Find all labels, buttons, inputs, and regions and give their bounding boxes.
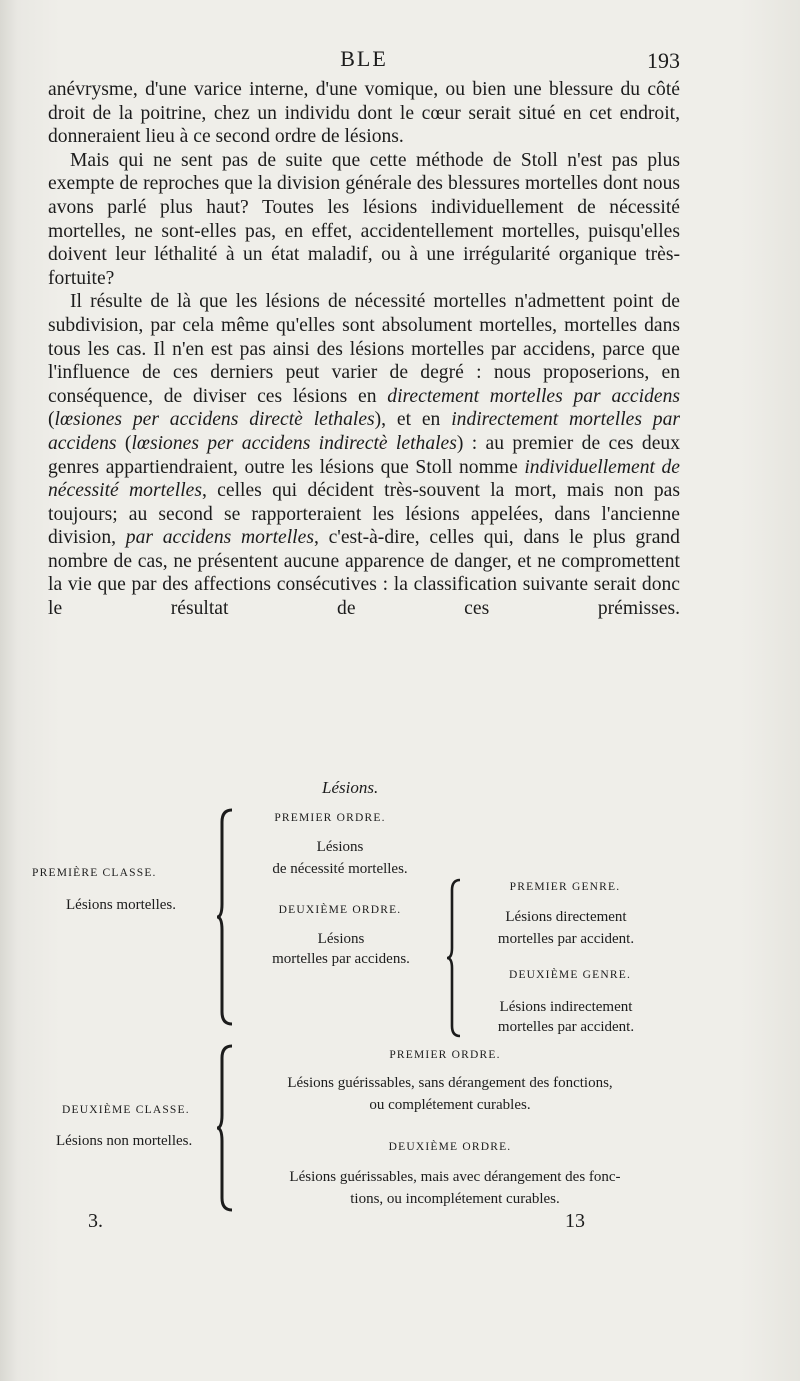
paragraph — [48, 78, 680, 149]
text-run: ( — [48, 409, 55, 431]
classe1-ordre1-line1: Lésions — [316, 839, 364, 855]
italic-run: individuellement de nécessité mortelles — [48, 456, 680, 502]
genre-brace — [446, 878, 464, 1040]
classe1-brace — [216, 808, 236, 1026]
classe1-ordre2-line1: Lésions — [317, 931, 365, 947]
classe2-ordre2-line1: Lésions guérissables, mais avec dérangement des fonc- — [289, 1169, 621, 1185]
text-run: Il résulte de là que les lésions de nécessité mortelles n'admettent point de subdivision, par cela même qu'elles sont absolument mortelles, mortelles dans tous les cas. Il n'en est pas ainsi des lésions mortelles par accidens, parce que l'influence de ces derniers peut varier de degré : nous proposerions, en conséquence, de diviser ces lésions en — [48, 291, 680, 407]
classe2-ordre1-label: PREMIER ORDRE. — [389, 1049, 501, 1061]
classe1-label: PREMIÈRE CLASSE. — [32, 867, 157, 879]
italic-run: directement mortelles par accidens — [387, 385, 680, 407]
classe1-desc: Lésions mortelles. — [66, 897, 176, 913]
italic-run: par accidens mortelles — [125, 527, 314, 549]
genre1-label: PREMIER GENRE. — [509, 881, 621, 893]
genre2-label: DEUXIÈME GENRE. — [508, 969, 632, 981]
classification-heading: Lésions. — [322, 778, 379, 797]
body-text — [48, 78, 680, 621]
running-title: BLE — [340, 46, 388, 71]
genre2-line1: Lésions indirectement — [499, 999, 633, 1015]
text-run: ), et en — [374, 409, 452, 431]
text-run: ) : au premier de ces deux genres appartiendraient, outre les lésions que Stoll nomme — [48, 432, 680, 478]
genre1-line2: mortelles par accident. — [497, 931, 635, 947]
classe2-desc: Lésions non mortelles. — [56, 1133, 193, 1149]
text-run: ( — [116, 432, 132, 454]
classe1-ordre1-label: PREMIER ORDRE. — [274, 812, 386, 824]
classe2-ordre1-line2: ou complétement curables. — [369, 1097, 531, 1113]
paragraph — [48, 149, 680, 291]
classe1-ordre1-line2: de nécessité mortelles. — [272, 861, 408, 877]
text-run: , celles qui décident très-souvent la mort, mais non pas toujours; au second se rapporteraient les lésions appelées, dans l'ancienne division, — [48, 480, 681, 549]
italic-run: lœsiones per accidens indirectè lethales — [131, 432, 457, 454]
classe2-ordre2-line2: tions, ou incomplétement curables. — [350, 1191, 560, 1207]
classe2-brace — [216, 1044, 236, 1212]
italic-run: indirectement mortelles par accidens — [48, 409, 681, 454]
page-number: 193 — [647, 48, 680, 73]
text-run: anévrysme, d'une varice interne, d'une vomique, ou bien une blessure du côté droit de la poitrine, chez un individu dont le cœur serait situé en cet endroit, donneraient lieu à ce second ordre de lésions. — [48, 79, 680, 148]
running-head — [48, 46, 680, 76]
classe2-label: DEUXIÈME CLASSE. — [62, 1104, 190, 1116]
genre1-line1: Lésions directement — [505, 909, 627, 925]
paragraph — [48, 290, 680, 620]
classe2-ordre1-line1: Lésions guérissables, sans dérangement des fonctions, — [287, 1075, 613, 1091]
genre2-line2: mortelles par accident. — [497, 1019, 635, 1035]
classe1-ordre2-line2: mortelles par accidens. — [272, 951, 410, 967]
classe1-ordre2-label: DEUXIÈME ORDRE. — [278, 904, 402, 916]
signature-mark: 13 — [565, 1210, 585, 1232]
volume-mark: 3. — [88, 1210, 103, 1232]
italic-run: lœsiones per accidens directè lethales — [54, 409, 375, 431]
text-run: , c'est-à-dire, celles qui, dans le plus grand nombre de cas, ne présentent aucune apparence de danger, et ne compromettent la vie que par des affections consécutives : la classification suivante serait donc le résultat de ces prémisses. — [48, 527, 680, 620]
text-run: Mais qui ne sent pas de suite que cette méthode de Stoll n'est pas plus exempte de reproches que la division générale des blessures mortelles dont nous avons parlé plus haut? Toutes les lésions individuellement de nécessité mortelles, ne sont-elles pas, en effet, accidentellement mortelles, puisqu'elles doivent leur léthalité à un état maladif, ou à une irrégularité organique très-fortuite? — [48, 149, 680, 289]
classe2-ordre2-label: DEUXIÈME ORDRE. — [388, 1141, 512, 1153]
